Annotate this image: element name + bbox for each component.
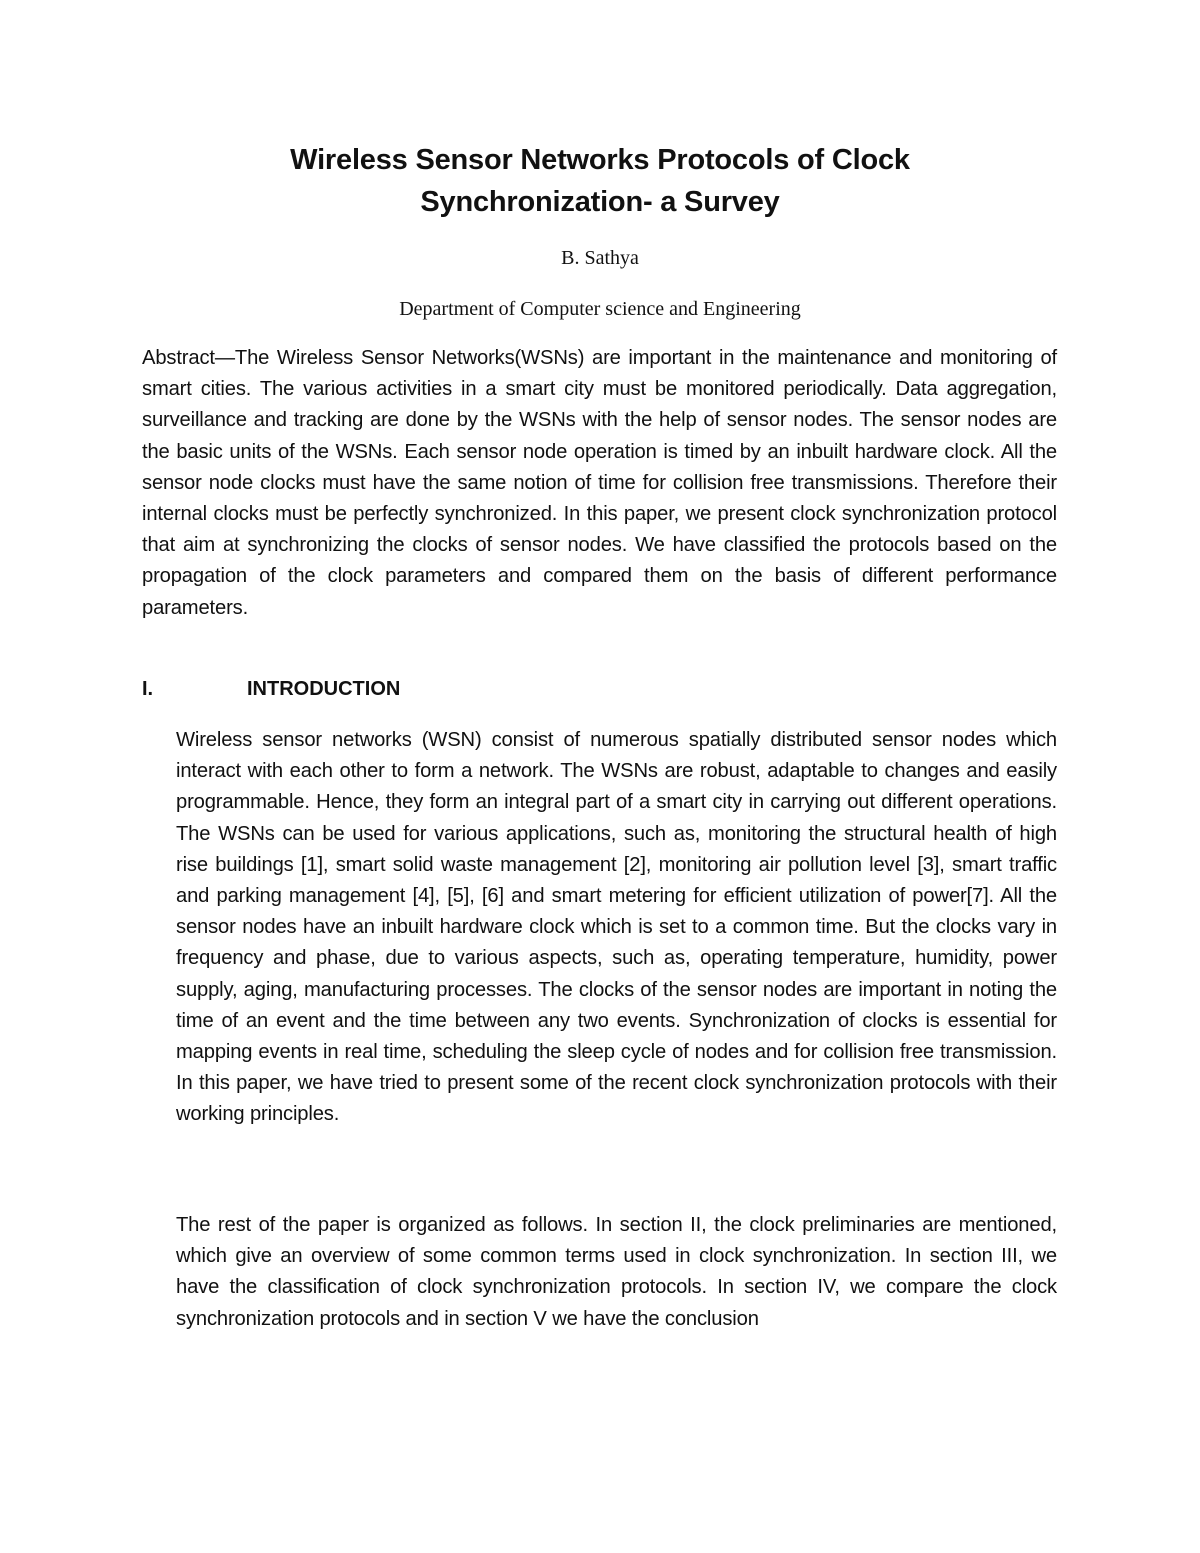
introduction-paragraph-1: Wireless sensor networks (WSN) consist of numerous spatially distributed sensor nodes which interact with each other to form a network. The WSNs are robust, adaptable to changes and easily programmable. Hence, they form an integral part of a smart city in carrying out different operations. The WSNs can be used for various applications, such as, monitoring the structural health of high rise buildings [1], smart solid waste management [2], monitoring air pollution level [3], smart traffic and parking management [4], [5], [6] and smart metering for efficient utilization of power[7]. All the sensor nodes have an inbuilt hardware clock which is set to a common time. But the clocks vary in frequency and phase, due to various aspects, such as, operating temperature, humidity, power supply, aging, manufacturing processes. The clocks of the sensor nodes are important in noting the time of an event and the time between any two events. Synchronization of clocks is essential for mapping events in real time, scheduling the sleep cycle of nodes and for collision free transmission. In this paper, we have tried to present some of the recent clock synchronization protocols with their working principles.	[176, 729, 1057, 1126]
author-affiliation: Department of Computer science and Engineering	[399, 298, 801, 320]
abstract: Abstract—The Wireless Sensor Networks(WSNs) are important in the maintenance and monitoring of smart cities. The various activities in a smart city must be monitored periodically. Data aggregation, surveillance and tracking are done by the WSNs with the help of sensor nodes. The sensor nodes are the basic units of the WSNs. Each sensor node operation is timed by an inbuilt hardware clock. All the sensor node clocks must have the same notion of time for collision free transmissions. Therefore their internal clocks must be perfectly synchronized. In this paper, we present clock synchronization protocol that aim at synchronizing the clocks of sensor nodes. We have classified the protocols based on the propagation of the clock parameters and compared them on the basis of different performance parameters.	[142, 347, 1057, 619]
introduction-paragraph-2: The rest of the paper is organized as follows. In section II, the clock preliminaries are mentioned, which give an overview of some common terms used in clock synchronization. In section III, we have the classification of clock synchronization protocols. In section IV, we compare the clock synchronization protocols and in section V we have the conclusion	[176, 1214, 1057, 1330]
section-title: INTRODUCTION	[247, 678, 401, 700]
section-number: I.	[142, 678, 154, 700]
paper-title	[0, 139, 1200, 223]
section-heading-introduction	[142, 675, 400, 703]
author-name: B. Sathya	[561, 247, 639, 269]
paper-title-line-1: Wireless Sensor Networks Protocols of Clock	[290, 144, 910, 176]
paper-title-line-2: Synchronization- a Survey	[420, 186, 780, 218]
